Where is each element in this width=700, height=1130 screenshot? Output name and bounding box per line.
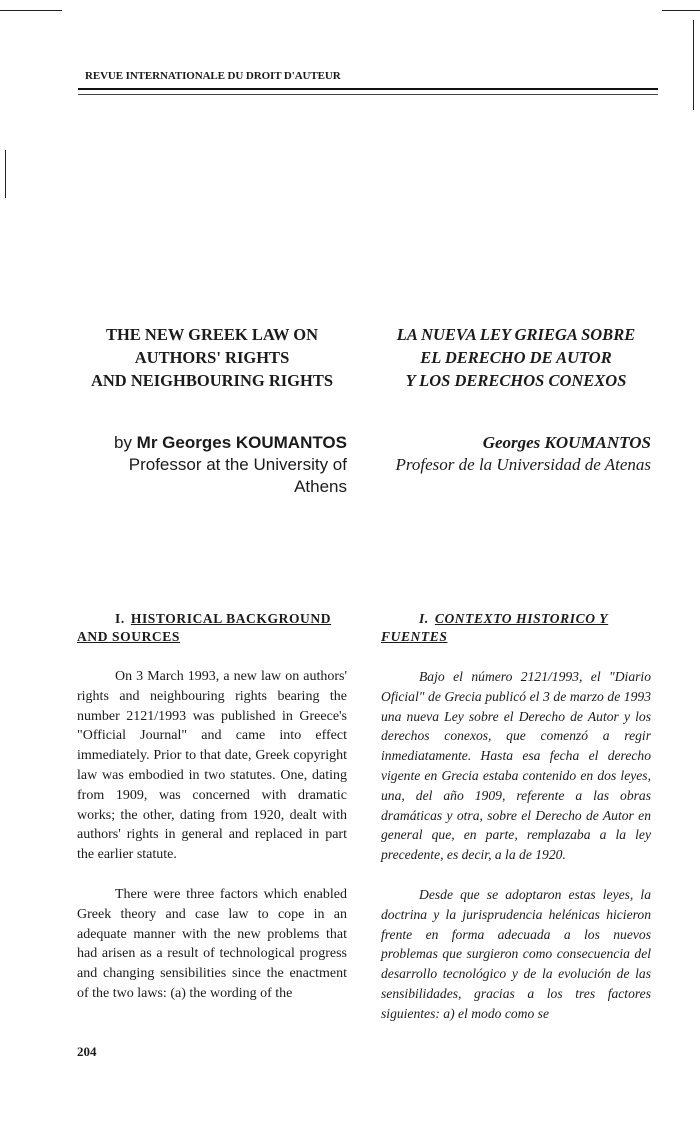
scan-edge-line — [662, 10, 700, 11]
body-paragraph-english: On 3 March 1993, a new law on authors' rights and neighbouring rights bearing the number 2121/1993 was published in Greece's "Official Journal" and came into effect immediately. Prior to that date, Greek copyright law was embodied in two statutes. One, dating from 1909, was concerned with dramatic works; the other, dating from 1920, dealt with authors' rights in general and replaced in part the earlier statute. — [77, 669, 347, 863]
author-block-english — [77, 432, 347, 498]
title-spanish — [381, 323, 651, 392]
title-english — [77, 323, 347, 392]
page-number: 204 — [77, 1044, 97, 1059]
title-line: AND NEIGHBOURING RIGHTS — [90, 371, 334, 390]
title-line: EL DERECHO DE AUTOR — [420, 348, 612, 367]
author-prefix: by — [113, 433, 137, 452]
section-title: HISTORICAL BACKGROUND AND SOURCES — [77, 611, 332, 644]
scan-edge-line — [5, 150, 6, 198]
section-heading-english — [77, 610, 347, 646]
header-rule — [78, 94, 658, 95]
header-rule — [78, 88, 658, 90]
scan-edge-line — [0, 10, 62, 11]
author-block-spanish — [381, 432, 651, 476]
section-heading-spanish — [381, 610, 651, 646]
body-paragraph-spanish: Bajo el número 2121/1993, el "Diario Oficial" de Grecia publicó el 3 de marzo de 1993 una nueva Ley sobre el Derecho de Autor y los derechos conexos, que comenzó a regir inmediatamente. Hasta esa fecha el derecho vigente en Grecia estaba contenido en dos leyes, una, del año 1909, referente a las obras dramáticas y otra, sobre el Derecho de Autor en general que, en parte, remplazaba a la ley precedente, es decir, a la de 1920. — [381, 669, 651, 863]
scan-edge-line — [693, 20, 694, 110]
author-line — [77, 432, 347, 454]
author-name: Georges KOUMANTOS — [482, 433, 651, 452]
body-paragraph-spanish: Desde que se adoptaron estas leyes, la doctrina y la jurisprudencia helénicas hicieron frente en forma adecuada a los nuevos problemas que surgieron como consecuencia del desarrollo tecnológico y de la evolución de las sensibilidades, gracias a los tres factores siguientes: a) el modo como se — [381, 887, 651, 1021]
author-affiliation: Profesor de la Universidad de Atenas — [395, 455, 651, 474]
section-number: I. — [419, 611, 429, 626]
running-head: REVUE INTERNATIONALE DU DROIT D'AUTEUR — [85, 70, 341, 82]
body-paragraph-english: There were three factors which enabled Greek theory and case law to cope in an adequate manner with the new problems that had arisen as a result of technological progress and changing sensibilities since the enactment of the two laws: (a) the wording of the — [77, 887, 347, 1001]
title-line: THE NEW GREEK LAW ON — [105, 325, 319, 344]
section-title: CONTEXTO HISTORICO Y FUENTES — [381, 611, 609, 644]
title-line: Y LOS DERECHOS CONEXOS — [405, 371, 627, 390]
author-name: Mr Georges KOUMANTOS — [136, 433, 347, 452]
author-affiliation: Professor at the University of Athens — [128, 455, 347, 496]
section-number: I. — [115, 611, 125, 626]
title-line: LA NUEVA LEY GRIEGA SOBRE — [396, 325, 636, 344]
title-line: AUTHORS' RIGHTS — [134, 348, 290, 367]
